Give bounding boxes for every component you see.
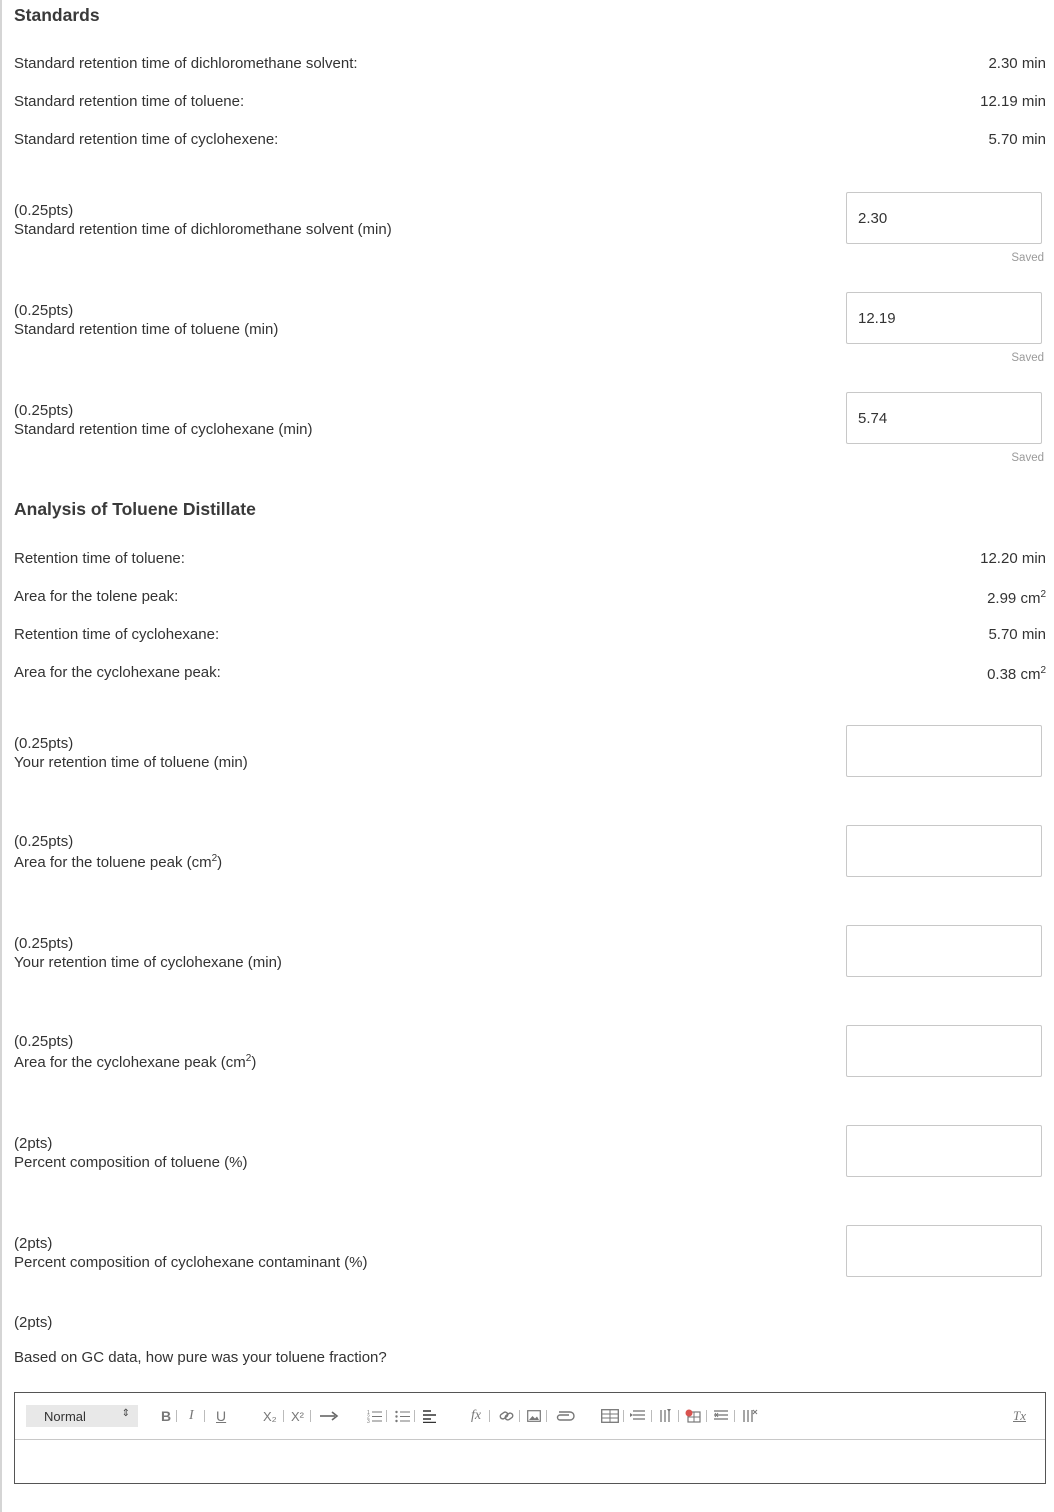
toolbar-separator [678, 1410, 679, 1422]
question-label [14, 1234, 368, 1272]
delete-column-icon[interactable] [742, 1405, 758, 1427]
editor-text-area[interactable] [15, 1440, 1045, 1483]
question-label [14, 934, 282, 972]
question-text: Standard retention time of cyclohexane (min) [14, 421, 313, 438]
toolbar-separator [283, 1410, 284, 1422]
toolbar-separator [386, 1410, 387, 1422]
rich-text-editor [14, 1392, 1046, 1484]
clear-format-icon[interactable]: Tx [1013, 1408, 1026, 1423]
essay-points: (2pts) [14, 1314, 53, 1331]
superscript-icon[interactable]: X² [291, 1408, 304, 1424]
svg-text:2: 2 [367, 1414, 370, 1421]
answer-input[interactable] [846, 392, 1042, 444]
indent-arrow-icon[interactable] [319, 1405, 339, 1427]
table-icon[interactable] [601, 1405, 619, 1427]
subscript-icon[interactable]: X₂ [263, 1408, 277, 1424]
delete-row-icon[interactable] [713, 1405, 729, 1427]
editor-toolbar [15, 1393, 1045, 1440]
saved-status: Saved [1011, 252, 1044, 264]
saved-status: Saved [1011, 352, 1044, 364]
question-label [14, 401, 312, 439]
question-text: Area for the toluene peak $(cm^2)$ [14, 853, 223, 871]
standards-heading: Standards [14, 5, 100, 25]
toolbar-separator [310, 1410, 311, 1422]
toolbar-separator [176, 1410, 177, 1422]
analysis-row-label: Retention time of toluene: [14, 550, 185, 567]
question-points: (0.25pts) [14, 833, 74, 850]
question-points: (0.25pts) [14, 202, 74, 219]
link-icon[interactable] [499, 1405, 515, 1427]
analysis-row-value: 0.38 $cm^2$ [987, 665, 1046, 683]
standard-row-value: 12.19 min [980, 93, 1046, 110]
question-points: (2pts) [14, 1135, 53, 1152]
standard-row-value: 2.30 min [988, 55, 1046, 72]
question-text: Your retention time of cyclohexane (min) [14, 954, 282, 971]
answer-input[interactable] [846, 725, 1042, 777]
underline-icon[interactable]: U [216, 1408, 227, 1424]
question-text: Area for the cyclohexane peak $(cm^2)$ [14, 1053, 257, 1071]
answer-input[interactable] [846, 192, 1042, 244]
question-label [14, 301, 278, 339]
italic-icon[interactable]: I [189, 1408, 194, 1423]
standard-row-value: 5.70 min [988, 131, 1046, 148]
toolbar-separator [204, 1410, 205, 1422]
toolbar-separator [706, 1410, 707, 1422]
question-points: (0.25pts) [14, 935, 74, 952]
toolbar-separator [734, 1410, 735, 1422]
toolbar-separator [651, 1410, 652, 1422]
question-text: Your retention time of toluene (min) [14, 754, 248, 771]
question-label [14, 832, 222, 872]
analysis-heading: Analysis of Toluene Distillate [14, 499, 256, 519]
answer-input[interactable] [846, 1225, 1042, 1277]
question-points: (2pts) [14, 1235, 53, 1252]
insert-row-icon[interactable] [630, 1405, 646, 1427]
svg-text:3: 3 [367, 1419, 370, 1423]
standard-row-label: Standard retention time of dichloromethane solvent: [14, 55, 358, 72]
question-points: (0.25pts) [14, 735, 74, 752]
question-label [14, 1134, 247, 1172]
toolbar-separator [546, 1410, 547, 1422]
question-points: (0.25pts) [14, 1033, 74, 1050]
question-label [14, 201, 392, 239]
analysis-row-value: 5.70 min [988, 626, 1046, 643]
ordered-list-icon[interactable] [367, 1405, 383, 1427]
select-arrow-icon: ⇕ [121, 1408, 130, 1419]
answer-input[interactable] [846, 825, 1042, 877]
toolbar-separator [489, 1410, 490, 1422]
unordered-list-icon[interactable] [395, 1405, 411, 1427]
delete-table-icon[interactable] [685, 1405, 701, 1427]
saved-status: Saved [1011, 452, 1044, 464]
essay-prompt: Based on GC data, how pure was your toluene fraction? [14, 1349, 387, 1366]
question-points: (0.25pts) [14, 402, 74, 419]
toolbar-separator [414, 1410, 415, 1422]
svg-text:1: 1 [367, 1410, 370, 1416]
analysis-row-value: 12.20 min [980, 550, 1046, 567]
analysis-row-label: Area for the cyclohexane peak: [14, 664, 221, 681]
analysis-row-label: Retention time of cyclohexane: [14, 626, 220, 643]
analysis-row-label: Area for the tolene peak: [14, 588, 179, 605]
insert-column-icon[interactable] [659, 1405, 673, 1427]
question-points: (0.25pts) [14, 302, 74, 319]
toolbar-separator [519, 1410, 520, 1422]
standard-row-label: Standard retention time of cyclohexene: [14, 131, 279, 148]
bold-icon[interactable]: B [161, 1408, 172, 1424]
left-border [0, 0, 2, 1512]
format-select-value: Normal [44, 1408, 86, 1424]
answer-input[interactable] [846, 1125, 1042, 1177]
question-text: Percent composition of cyclohexane contaminant (%) [14, 1254, 368, 1271]
question-label [14, 734, 248, 772]
align-icon[interactable] [422, 1405, 438, 1427]
question-text: Percent composition of toluene (%) [14, 1154, 248, 1171]
attachment-icon[interactable] [554, 1405, 576, 1427]
answer-input[interactable] [846, 292, 1042, 344]
standard-row-label: Standard retention time of toluene: [14, 93, 245, 110]
format-select[interactable] [26, 1405, 138, 1427]
analysis-row-value: 2.99 $cm^2$ [987, 589, 1046, 607]
question-text: Standard retention time of toluene (min) [14, 321, 279, 338]
question-text: Standard retention time of dichloromethane solvent (min) [14, 221, 392, 238]
formula-icon[interactable]: fx [471, 1408, 482, 1423]
question-label [14, 1032, 256, 1072]
image-icon[interactable] [527, 1405, 541, 1427]
toolbar-separator [623, 1410, 624, 1422]
answer-input[interactable] [846, 1025, 1042, 1077]
answer-input[interactable] [846, 925, 1042, 977]
